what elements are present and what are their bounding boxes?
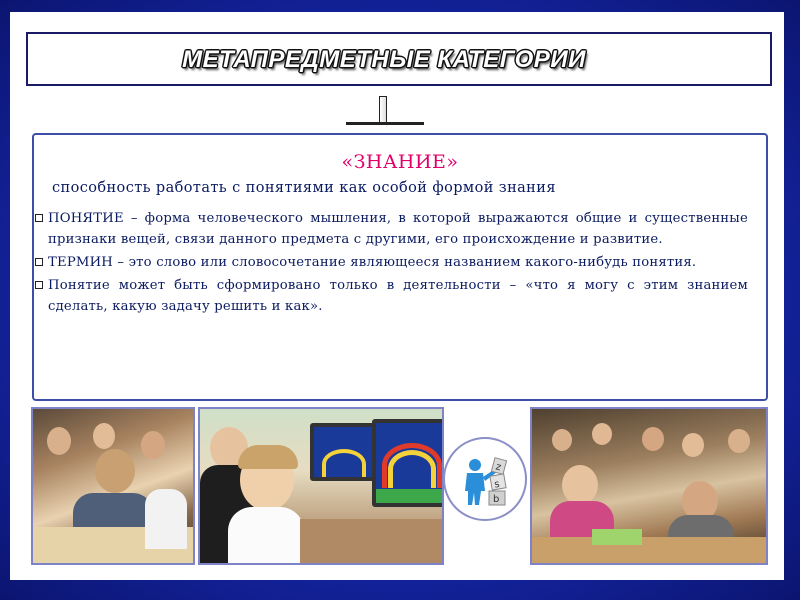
bullet-list bbox=[34, 208, 748, 319]
bullet-item bbox=[34, 275, 748, 317]
subheading: способность работать с понятиями как особой формой знания bbox=[52, 180, 556, 196]
classroom-photo-left bbox=[31, 407, 195, 565]
connector-base bbox=[346, 122, 424, 125]
bullet-item bbox=[34, 252, 748, 273]
title-box bbox=[26, 32, 772, 86]
figure-with-letter-blocks-icon bbox=[443, 437, 527, 521]
connector-stem bbox=[379, 96, 387, 124]
classroom-photo-right bbox=[530, 407, 768, 565]
svg-text:s: s bbox=[493, 478, 501, 491]
bullet-item bbox=[34, 208, 748, 250]
bullet-text: ТЕРМИН – это слово или словосочетание являющееся названием какого-нибудь понятия. bbox=[48, 255, 697, 270]
checkbox-bullet-icon bbox=[35, 258, 43, 266]
svg-text:z: z bbox=[494, 461, 503, 474]
girl-computer-photo bbox=[198, 407, 444, 565]
content-box bbox=[32, 133, 768, 401]
svg-text:b: b bbox=[493, 494, 500, 505]
bullet-text: ПОНЯТИЕ – форма человеческого мышления, в которой выражаются общие и существенные признаки вещей, связи данного предмета с другими, его происхождение и развитие. bbox=[48, 211, 748, 247]
bullet-text: Понятие может быть сформировано только в деятельности – «что я могу с этим знанием сделать, какую задачу решить и как». bbox=[48, 278, 748, 314]
slide-title: МЕТАПРЕДМЕТНЫЕ КАТЕГОРИИ bbox=[182, 46, 586, 73]
checkbox-bullet-icon bbox=[35, 214, 43, 222]
slide bbox=[10, 12, 784, 580]
checkbox-bullet-icon bbox=[35, 281, 43, 289]
heading: «ЗНАНИЕ» bbox=[341, 151, 459, 173]
